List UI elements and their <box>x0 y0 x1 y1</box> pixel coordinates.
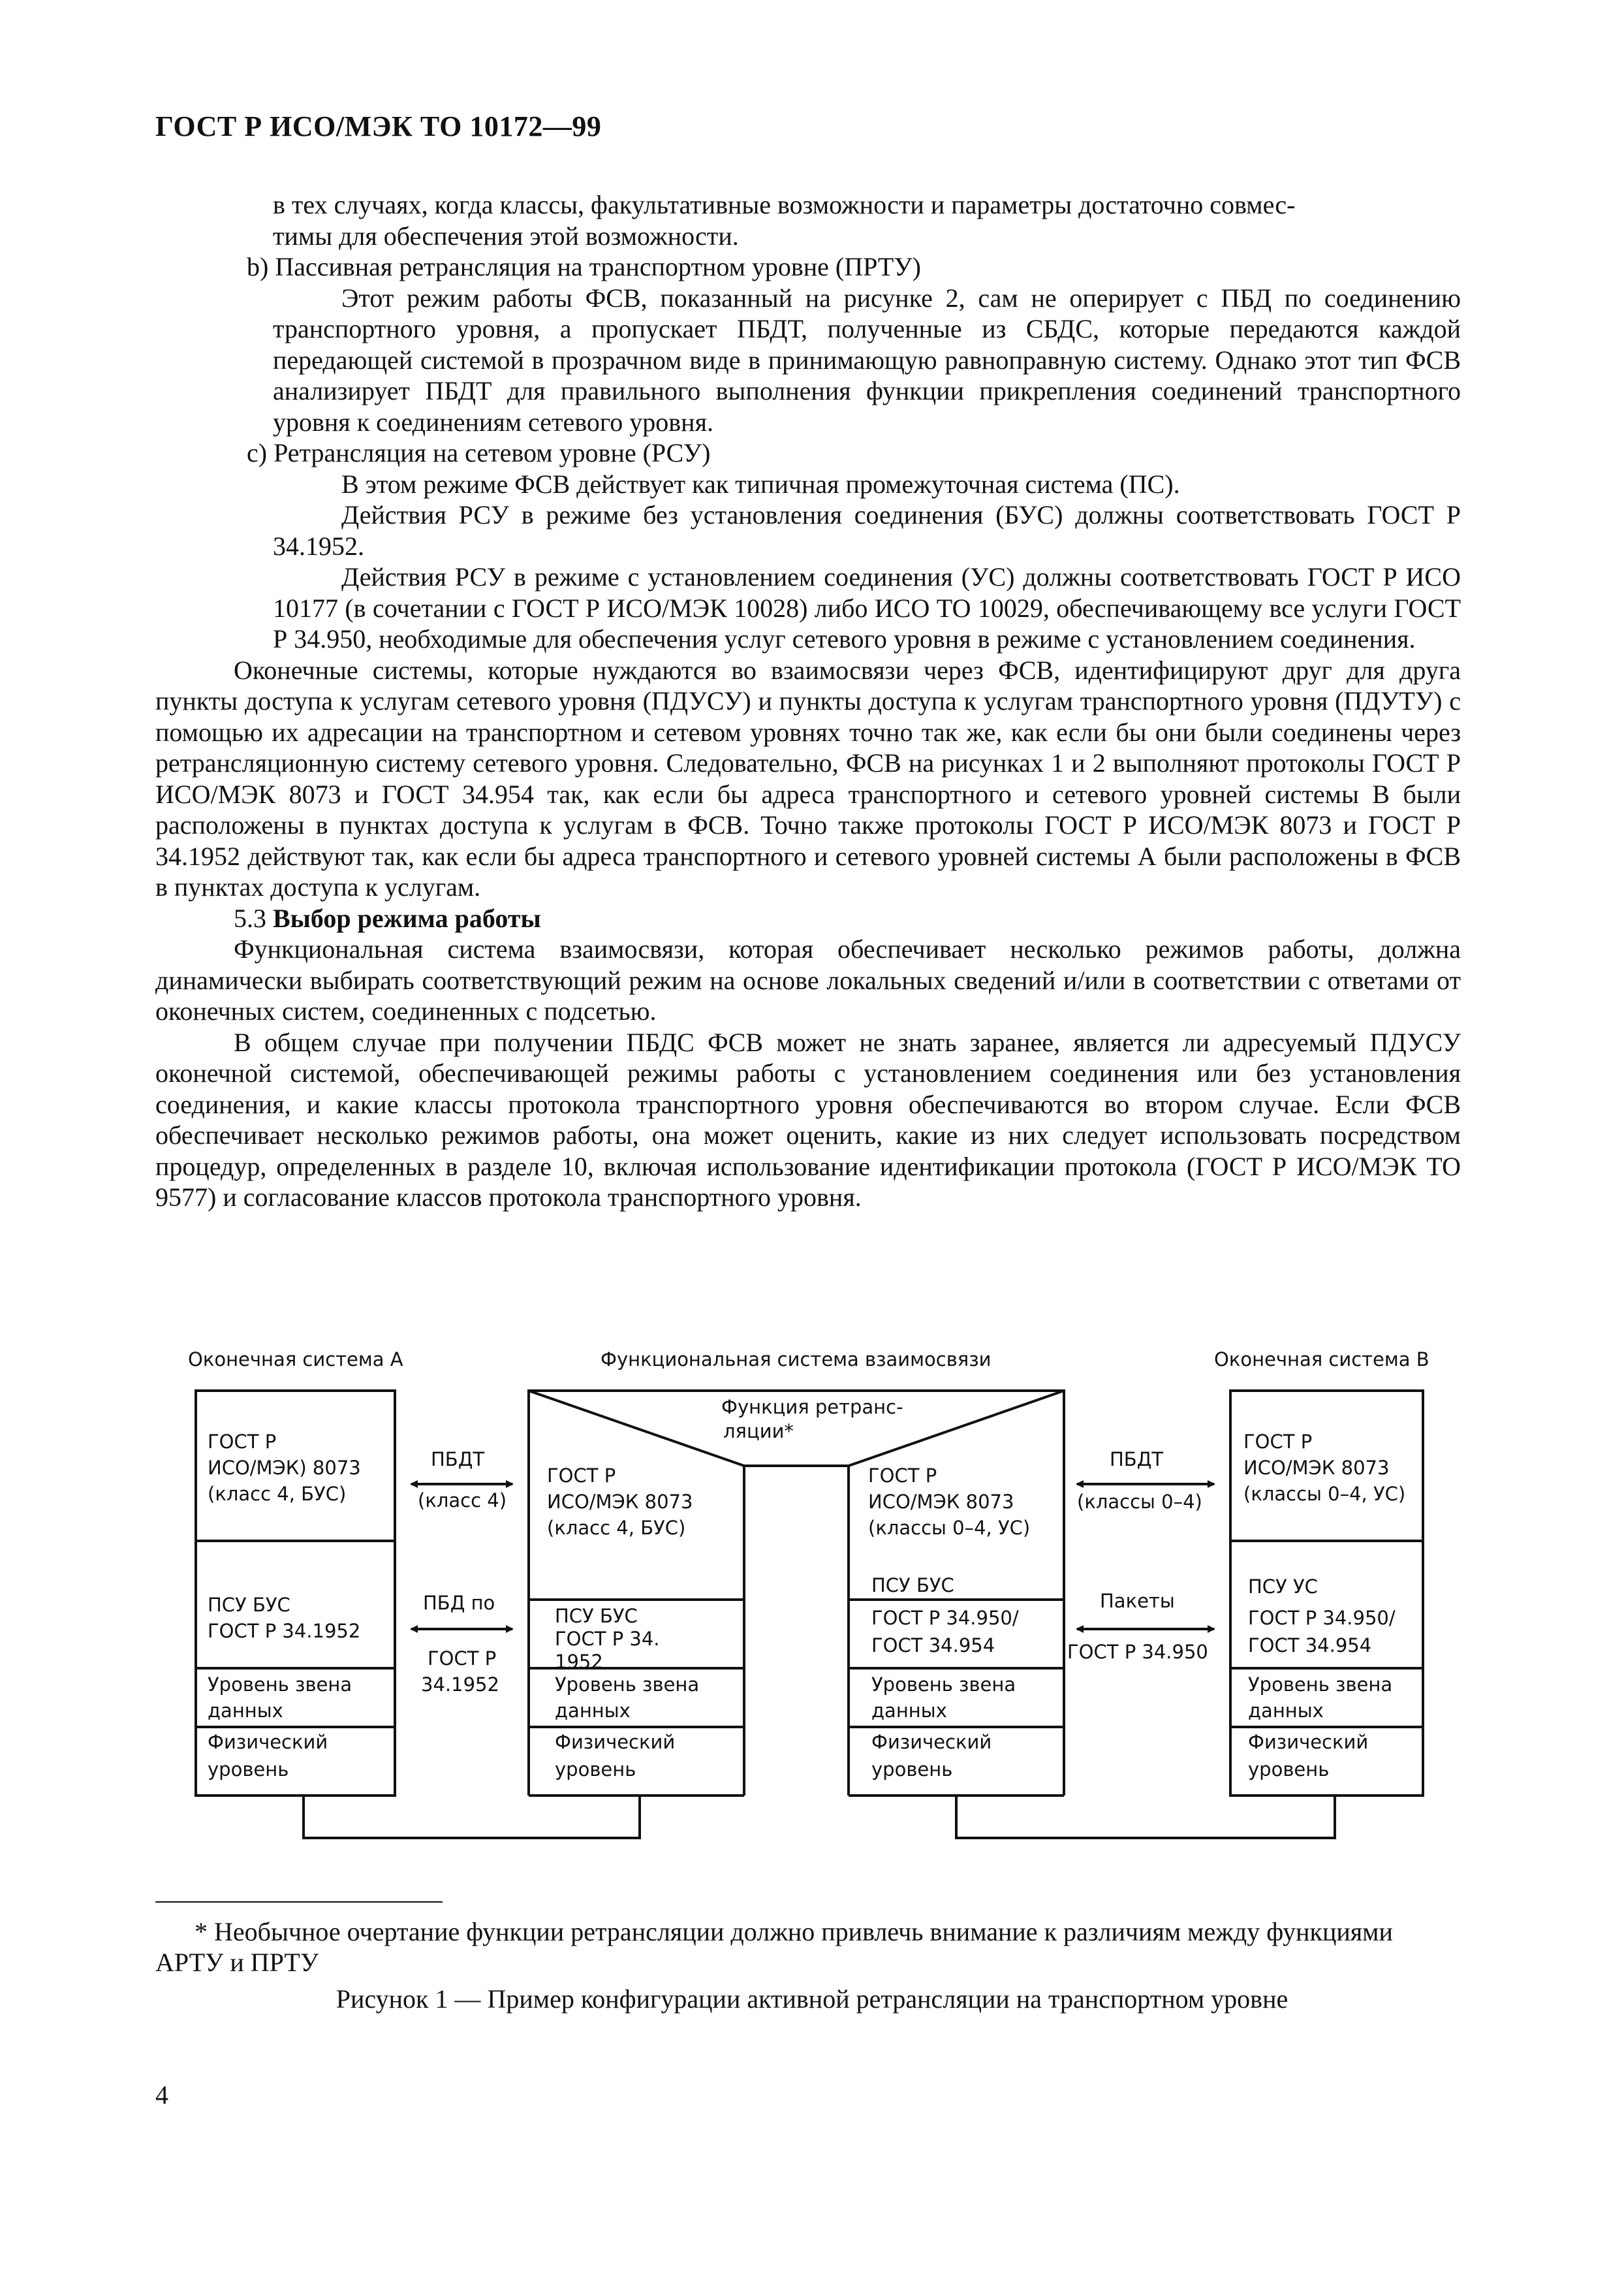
arrow-right-top-label1: ПБДТ <box>1110 1448 1164 1470</box>
figure-footnote: * Необычное очертание функции ретрансляции должно привлечь внимание к различиям между функциями АРТУ и ПРТУ <box>155 1917 1393 1977</box>
b-physical-line2: уровень <box>1248 1758 1330 1781</box>
paragraph-general: В общем случае при получении ПБДС ФСВ может не знать заранее, является ли адресуемый ПДУСУ оконечной системой, обеспечивающей режимы работы с установлением соединения или без установления соединения, и какие классы протокола транспортного уровня обеспечиваются во втором случае. Если ФСВ обеспечивает несколько режимов работы, она может оценить, какие из них следует использовать посредством процедур, определенных в разделе 10, включая использование идентификации протокола (ГОСТ Р ИСО/МЭК ТО 9577) и согласование классов протокола транспортного уровня. <box>155 1027 1461 1212</box>
relay-function-line2: ляции* <box>723 1420 794 1442</box>
end-system-a-title: Оконечная система А <box>188 1348 403 1370</box>
figure-caption: Рисунок 1 — Пример конфигурации активной ретрансляции на транспортном уровне <box>336 1984 1288 2014</box>
arrow-left-bottom-label3: 34.1952 <box>421 1673 499 1696</box>
paragraph-continuation-line1: в тех случаях, когда классы, факультативные возможности и параметры достаточно совмес- <box>273 190 1296 219</box>
a-network-line2: ГОСТ Р 34.1952 <box>208 1620 361 1642</box>
b-transport-line3: (классы 0–4, УС) <box>1243 1483 1406 1505</box>
list-item-c-text1: В этом режиме ФСВ действует как типичная промежуточная система (ПС). <box>341 469 1180 499</box>
b-datalink-line1: Уровень звена <box>1248 1673 1393 1696</box>
a-transport-line1: ГОСТ Р <box>208 1431 277 1453</box>
a-transport-line2: ИСО/МЭК) 8073 <box>208 1457 361 1479</box>
section-title: Выбор режима работы <box>273 903 541 933</box>
list-item-c-text3: Действия РСУ в режиме с установлением соединения (УС) должны соответствовать ГОСТ Р ИСО 10177 (в сочетании с ГОСТ Р ИСО/МЭК 10028) либо ИСО ТО 10029, обеспечивающему все услуги ГОСТ Р 34.950, необходимые для обеспечения услуг сетевого уровня в режиме с установлением соединения. <box>273 562 1461 654</box>
fsv-left-physical-line2: уровень <box>555 1758 636 1781</box>
fsv-left-datalink-line2: данных <box>555 1700 631 1722</box>
arrow-right-top-label2: (классы 0–4) <box>1077 1491 1202 1513</box>
fsv-right-datalink-line1: Уровень звена <box>871 1673 1016 1696</box>
list-item-c-text2: Действия РСУ в режиме без установления соединения (БУС) должны соответствовать ГОСТ Р 34.1952. <box>273 500 1461 561</box>
fsv-right-network-line2: ГОСТ Р 34.950/ <box>871 1607 1019 1629</box>
end-system-b-title: Оконечная система В <box>1214 1348 1429 1370</box>
a-datalink-line2: данных <box>208 1700 283 1722</box>
fsv-right-transport-line3: (классы 0–4, УС) <box>868 1517 1031 1539</box>
document-header: ГОСТ Р ИСО/МЭК ТО 10172—99 <box>155 110 602 142</box>
fsv-left-transport-line1: ГОСТ Р <box>547 1464 616 1487</box>
section-number: 5.3 <box>234 903 266 933</box>
a-datalink-line1: Уровень звена <box>208 1673 352 1696</box>
fsv-right-datalink-line2: данных <box>871 1700 947 1722</box>
fsv-left-network-line3: 1952 <box>555 1651 603 1673</box>
list-item-b-text: Этот режим работы ФСВ, показанный на рисунке 2, сам не оперирует с ПБД по соединению транспортного уровня, а пропускает ПБДТ, полученные из СБДС, которые передаются каждой передающей системой в прозрачном виде в принимающую равноправную систему. Однако этот тип ФСВ анализирует ПБДТ для правильного выполнения функции прикрепления соединений транспортного уровня к соединениям сетевого уровня. <box>273 283 1461 437</box>
page-number: 4 <box>155 2080 168 2110</box>
arrow-left-top-label2: (класс 4) <box>418 1489 507 1512</box>
list-item-c: c) Ретрансляция на сетевом уровне (РСУ) <box>247 438 711 467</box>
arrow-left-bottom-label1: ПБД по <box>423 1592 495 1614</box>
fsv-right-transport-line1: ГОСТ Р <box>868 1464 937 1487</box>
a-transport-line3: (класс 4, БУС) <box>208 1483 347 1505</box>
arrow-right-bottom-label2: ГОСТ Р 34.950 <box>1067 1641 1208 1663</box>
fsv-right-physical-line2: уровень <box>871 1758 953 1781</box>
fsv-left-datalink-line1: Уровень звена <box>555 1673 700 1696</box>
b-transport-line1: ГОСТ Р <box>1243 1431 1313 1453</box>
b-transport-line2: ИСО/МЭК 8073 <box>1243 1457 1390 1479</box>
list-item-b: b) Пассивная ретрансляция на транспортном уровне (ПРТУ) <box>247 252 921 281</box>
fsv-left-transport-line3: (класс 4, БУС) <box>547 1517 686 1539</box>
a-physical-line1: Физический <box>208 1731 328 1753</box>
section-heading <box>155 903 1461 934</box>
arrow-left-bottom-label2: ГОСТ Р <box>428 1647 497 1670</box>
paragraph-fsv: Функциональная система взаимосвязи, которая обеспечивает несколько режимов работы, должна динамически выбирать соответствующий режим на основе локальных сведений и/или в соответствии с ответами от оконечных систем, соединенных с подсетью. <box>155 934 1461 1026</box>
arrow-left-top-label1: ПБДТ <box>431 1448 485 1470</box>
fsv-right-physical-line1: Физический <box>871 1731 992 1753</box>
fsv-right-transport-line2: ИСО/МЭК 8073 <box>868 1491 1014 1513</box>
relay-function-line1: Функция ретранс- <box>721 1396 903 1418</box>
fsv-left-physical-line1: Физический <box>555 1731 676 1753</box>
footnote-rule <box>155 1901 443 1903</box>
body-text <box>155 189 1461 1213</box>
fsv-left-transport-line2: ИСО/МЭК 8073 <box>547 1491 693 1513</box>
fsv-left-network-line1: ПСУ БУС <box>555 1605 638 1627</box>
paragraph-end-systems: Оконечные системы, которые нуждаются во взаимосвязи через ФСВ, идентифицируют друг для друга пункты доступа к услугам сетевого уровня (ПДУСУ) и пункты доступа к услугам транспортного уровня (ПДУТУ) с помощью их адресации на транспортном и сетевом уровнях точно так же, как если бы они были соединены через ретрансляционную систему сетевого уровня. Следовательно, ФСВ на рисунках 1 и 2 выполняют протоколы ГОСТ Р ИСО/МЭК 8073 и ГОСТ 34.954 так, как если бы адреса транспортного и сетевого уровней системы В были расположены в пунктах доступа к услугам в ФСВ. Точно также протоколы ГОСТ Р ИСО/МЭК 8073 и ГОСТ Р 34.1952 действуют так, как если бы адреса транспортного и сетевого уровней системы А были расположены в ФСВ в пунктах доступа к услугам. <box>155 655 1461 902</box>
figure-1-diagram <box>0 1325 1624 1848</box>
b-network-line2: ГОСТ Р 34.950/ <box>1248 1607 1396 1629</box>
fsv-left-network-line2: ГОСТ Р 34. <box>555 1628 660 1650</box>
fsv-right-network-line1: ПСУ БУС <box>871 1574 954 1596</box>
a-physical-line2: уровень <box>208 1758 289 1781</box>
a-network-line1: ПСУ БУС <box>208 1594 290 1616</box>
b-physical-line1: Физический <box>1248 1731 1369 1753</box>
b-network-line3: ГОСТ 34.954 <box>1248 1634 1372 1656</box>
fsv-right-network-line3: ГОСТ 34.954 <box>871 1634 995 1656</box>
arrow-right-bottom-label1: Пакеты <box>1100 1590 1175 1612</box>
b-network-line1: ПСУ УС <box>1248 1575 1318 1598</box>
paragraph-continuation-line2: тимы для обеспечения этой возможности. <box>273 221 739 251</box>
fsv-title: Функциональная система взаимосвязи <box>601 1348 992 1370</box>
b-datalink-line2: данных <box>1248 1700 1324 1722</box>
